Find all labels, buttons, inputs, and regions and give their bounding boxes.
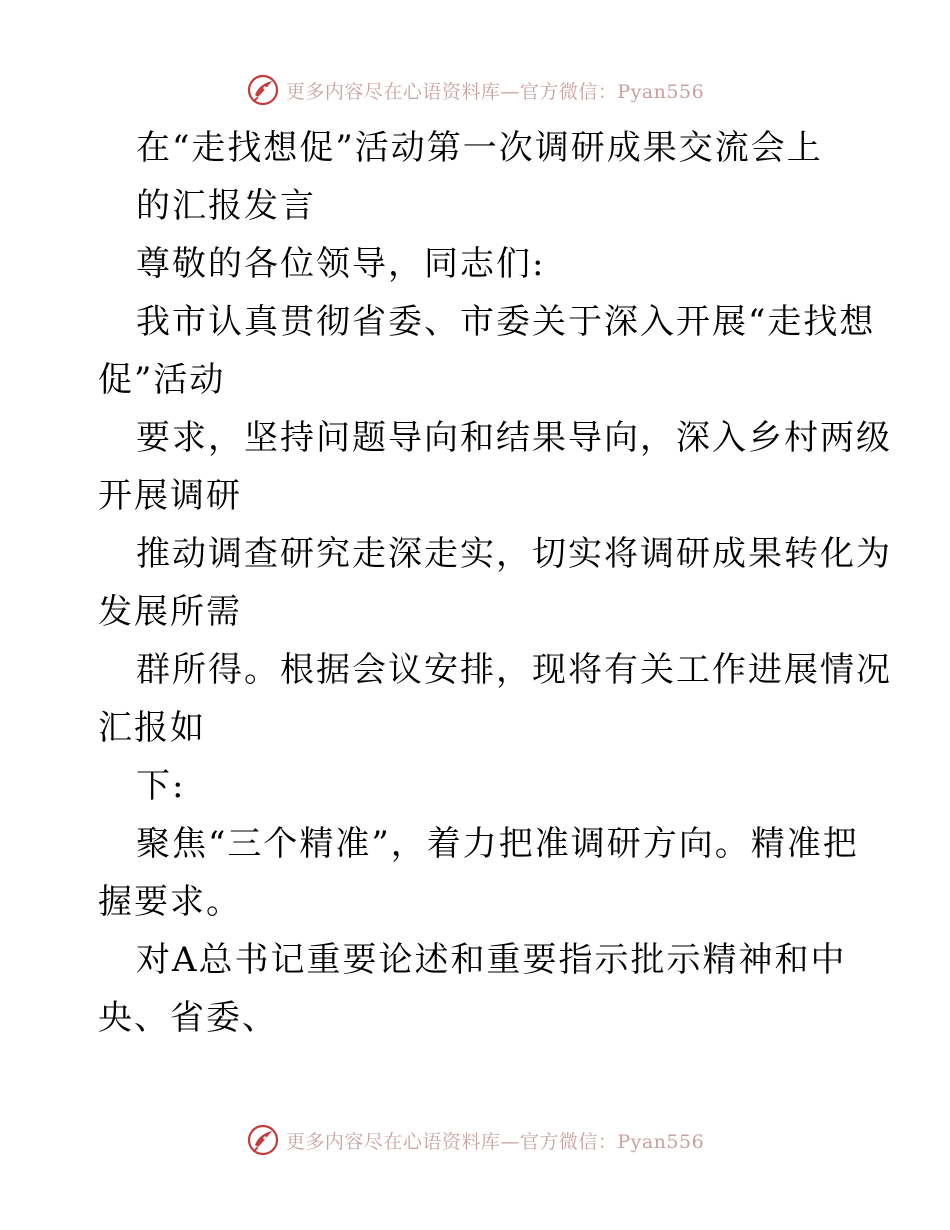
watermark-header [0, 70, 950, 110]
paragraph-line: 推动调查研究走深走实，切实将调研成果转化为 [136, 534, 892, 574]
watermark-group [246, 73, 704, 107]
watermark-text: 更多内容尽在心语资料库—官方微信：Pyan556 [285, 80, 705, 103]
paragraph-line: 促”活动 [98, 360, 226, 400]
watermark-footer [0, 1120, 950, 1160]
paragraph-line: 对A总书记重要论述和重要指示批示精神和中 [136, 940, 847, 980]
paragraph-line: 群所得。根据会议安排，现将有关工作进展情况 [136, 650, 892, 690]
paragraph-line: 下: [136, 766, 186, 806]
salutation: 尊敬的各位领导，同志们: [136, 244, 546, 284]
red-ink-logo-icon [246, 73, 280, 107]
paragraph-line: 汇报如 [98, 708, 206, 748]
watermark-group [246, 1123, 704, 1157]
paragraph-line: 央、省委、 [98, 998, 278, 1038]
paragraph-line: 发展所需 [98, 592, 242, 632]
red-ink-logo-icon [246, 1123, 280, 1157]
paragraph-line: 聚焦“三个精准”，着力把准调研方向。精准把 [136, 824, 859, 864]
watermark-text: 更多内容尽在心语资料库—官方微信：Pyan556 [285, 1130, 705, 1153]
title-line-2: 的汇报发言 [136, 186, 316, 226]
paragraph-line: 开展调研 [98, 476, 242, 516]
paragraph-line: 握要求。 [98, 882, 242, 922]
paragraph-line: 我市认真贯彻省委、市委关于深入开展“走找想 [136, 302, 876, 342]
title-line-1: 在“走找想促”活动第一次调研成果交流会上 [136, 128, 823, 168]
paragraph-line: 要求，坚持问题导向和结果导向，深入乡村两级 [136, 418, 892, 458]
